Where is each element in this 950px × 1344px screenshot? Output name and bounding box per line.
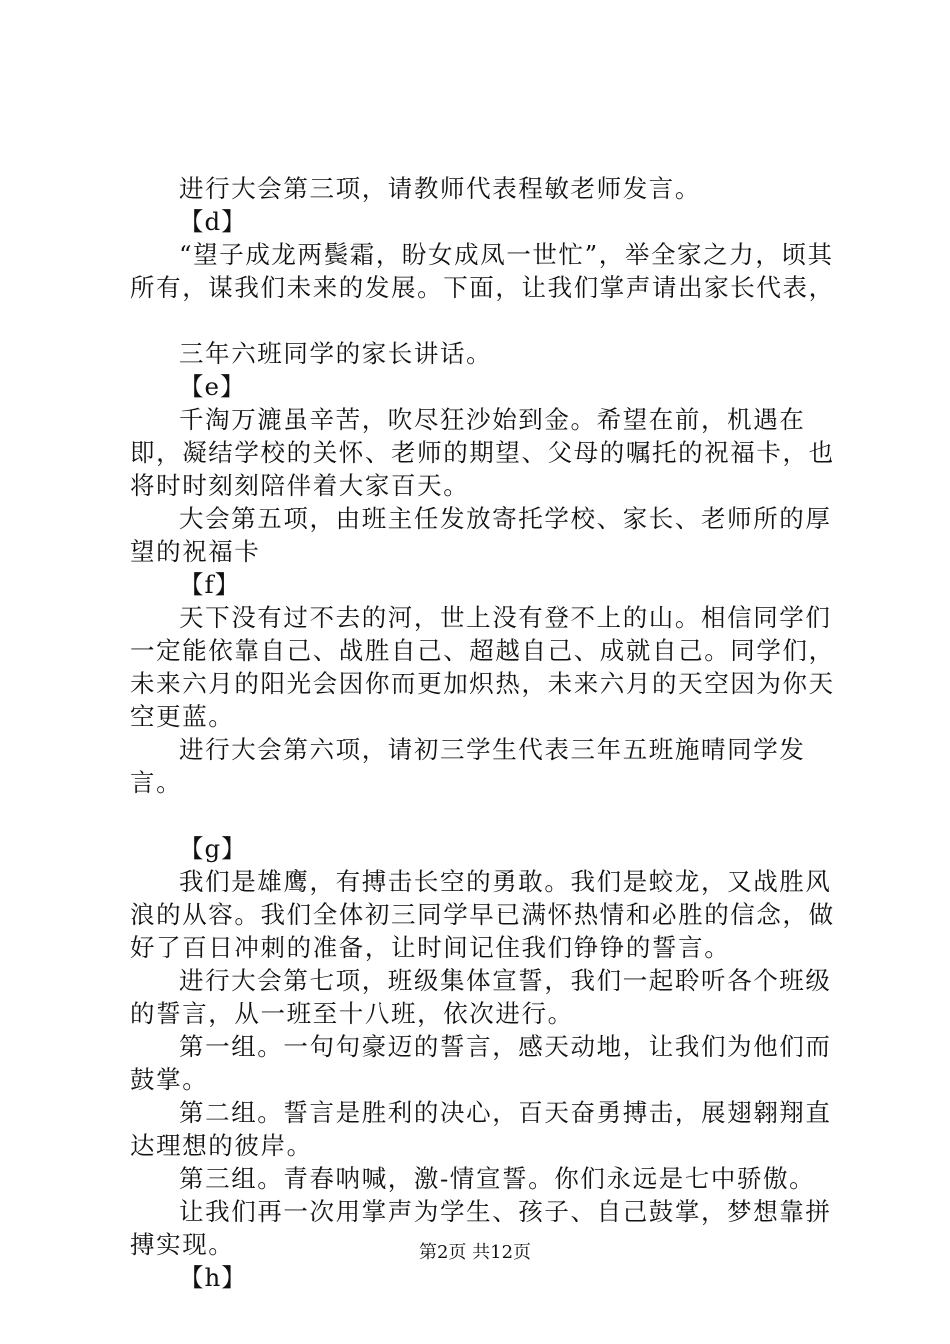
section-marker-h: 【h】 <box>179 1263 247 1292</box>
paragraph: 大会第五项，由班主任发放寄托学校、家长、老师所的厚望的祝福卡 <box>130 504 832 566</box>
section-marker-d: 【d】 <box>179 207 247 236</box>
paragraph: “望子成龙两鬓霜，盼女成凤一世忙”，举全家之力，顷其所有，谋我们未来的发展。下面，让我们掌声请出家长代表， <box>130 240 835 302</box>
paragraph: 第二组。誓言是胜利的决心，百天奋勇搏击，展翅翱翔直达理想的彼岸。 <box>130 1098 832 1160</box>
paragraph: 千淘万漉虽辛苦，吹尽狂沙始到金。希望在前，机遇在即，凝结学校的关怀、老师的期望、父母的嘱托的祝福卡，也将时时刻刻陪伴着大家百天。 <box>130 405 835 500</box>
paragraph: 第三组。青春呐喊，激-情宣誓。你们永远是七中骄傲。 <box>179 1164 816 1193</box>
paragraph: 进行大会第三项，请教师代表程敏老师发言。 <box>179 174 701 203</box>
paragraph: 天下没有过不去的河，世上没有登不上的山。相信同学们一定能依靠自己、战胜自己、超越自己、成就自己。同学们，未来六月的阳光会因你而更加炽热，未来六月的天空因为你天空更蓝。 <box>130 603 835 731</box>
section-marker-f: 【f】 <box>179 570 241 599</box>
paragraph: 进行大会第七项，班级集体宣誓，我们一起聆听各个班级的誓言，从一班至十八班，依次进行。 <box>130 966 832 1028</box>
paragraph: 让我们再一次用掌声为学生、孩子、自己鼓掌，梦想靠拼搏实现。 <box>130 1197 832 1259</box>
section-marker-g: 【g】 <box>179 834 247 863</box>
paragraph: 进行大会第六项，请初三学生代表三年五班施晴同学发言。 <box>130 735 806 797</box>
paragraph: 第一组。一句句豪迈的誓言，感天动地，让我们为他们而鼓掌。 <box>130 1032 832 1094</box>
page-number-footer: 第2页 共12页 <box>418 1242 532 1263</box>
paragraph: 我们是雄鹰，有搏击长空的勇敢。我们是蛟龙，又战胜风浪的从容。我们全体初三同学早已满怀热情和必胜的信念，做好了百日冲刺的准备，让时间记住我们铮铮的誓言。 <box>130 867 835 962</box>
document-body <box>130 172 842 1294</box>
paragraph: 三年六班同学的家长讲话。 <box>179 339 493 368</box>
section-marker-e: 【e】 <box>179 372 246 401</box>
